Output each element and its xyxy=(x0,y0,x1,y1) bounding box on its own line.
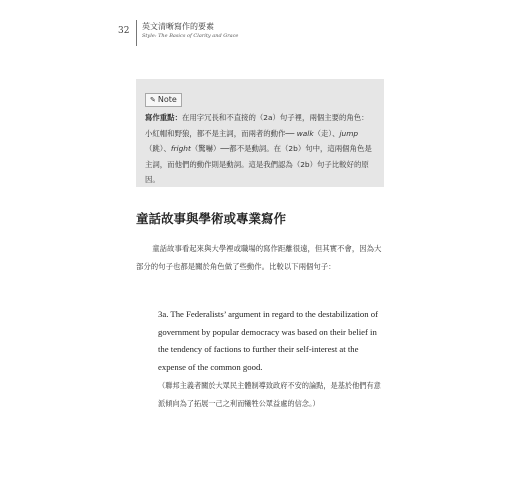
note-text-a: 在用字冗長和不直接的（2a）句子裡，兩個主要的角色：小紅帽和野狼，都不是主詞，而兩者的動作── xyxy=(145,113,369,138)
example-block xyxy=(158,306,384,412)
note-term-walk: walk xyxy=(296,128,314,138)
page-number: 32 xyxy=(118,26,130,36)
pencil-icon: ✎ xyxy=(150,96,156,104)
note-tag xyxy=(145,93,182,107)
running-subtitle: Style: The Basics of Clarity and Grace xyxy=(142,33,239,39)
note-term-jump: jump xyxy=(339,128,359,138)
note-text-b: （驚嚇）──都不是動詞。在（2b）句中，這兩個角色是主詞，而他們的動作則是動詞。這是我們認為（2b）句子比較好的原因。 xyxy=(145,144,372,184)
note-gloss-jump: （跳）、 xyxy=(145,144,171,153)
note-term-fright: fright xyxy=(170,144,191,153)
note-tag-label: Note xyxy=(157,95,177,104)
body-paragraph: 童話故事看起來與大學裡或職場的寫作距離很遠，但其實不會，因為大部分的句子也都是關於角色做了些動作。比較以下兩個句子： xyxy=(136,244,382,271)
running-title: 英文清晰寫作的要素 xyxy=(142,22,214,31)
note-box xyxy=(136,79,384,187)
example-sentence-chinese: （聯邦主義者關於大眾民主體制導致政府不安的論點，是基於他們有意派傾向為了拓展一己之利而犧牲公眾益處的信念。） xyxy=(158,381,381,408)
note-lead: 寫作重點： xyxy=(145,113,182,122)
section-heading: 童話故事與學術或專業寫作 xyxy=(136,211,287,226)
example-sentence-english: 3a. The Federalists’ argument in regard to the destabilization of government by popular democracy was based on their belief in the tendency of factions to further their self-interest at the expense of the common good. xyxy=(158,309,379,372)
header-divider xyxy=(136,20,137,46)
note-text xyxy=(145,110,375,188)
note-gloss-walk: （走）、 xyxy=(313,128,340,138)
